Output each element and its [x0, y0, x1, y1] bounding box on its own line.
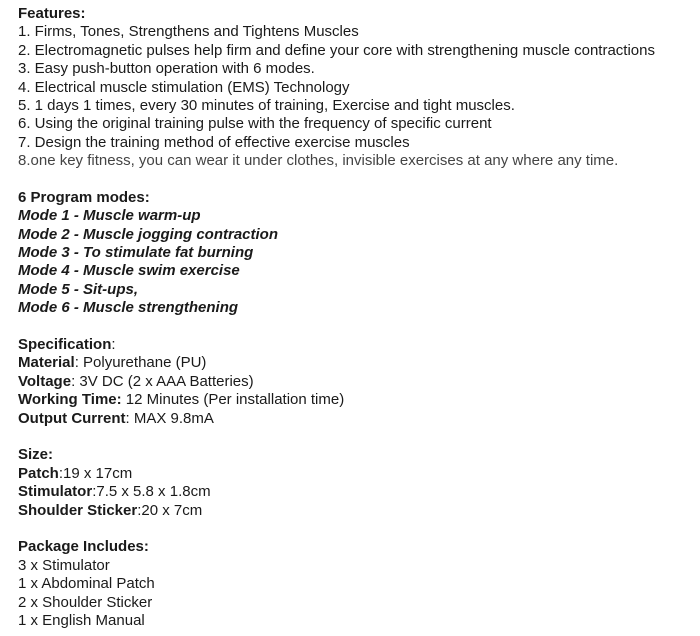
package-item: 1 x English Manual — [18, 611, 145, 629]
feature-item: 5. 1 days 1 times, every 30 minutes of training, Exercise and tight muscles. — [18, 96, 515, 114]
mode-item: Mode 6 - Muscle strengthening — [18, 299, 239, 317]
specification-heading-line — [18, 336, 696, 354]
package-item: 2 x Shoulder Sticker — [18, 593, 153, 611]
spec-value: : Polyurethane (PU) — [74, 354, 207, 372]
spec-row — [18, 373, 696, 391]
size-row — [18, 502, 696, 520]
feature-item: 6. Using the original training pulse with the frequency of specific current — [18, 115, 492, 133]
size-label: Patch — [18, 464, 59, 482]
mode-item: Mode 4 - Muscle swim exercise — [18, 262, 240, 280]
spec-label: Material — [18, 354, 75, 372]
spec-label: Voltage — [18, 372, 72, 390]
size-row — [18, 483, 696, 501]
features-heading: Features: — [18, 5, 86, 22]
modes-heading: 6 Program modes: — [18, 188, 150, 206]
size-value: :19 x 17cm — [58, 464, 133, 482]
mode-item: Mode 1 - Muscle warm-up — [18, 207, 201, 225]
feature-item: 2. Electromagnetic pulses help firm and define your core with strengthening muscle contractions — [18, 41, 655, 59]
mode-item: Mode 2 - Muscle jogging contraction — [18, 225, 279, 243]
specification-heading-suffix: : — [111, 336, 116, 354]
size-value: :20 x 7cm — [137, 501, 203, 519]
size-value: :7.5 x 5.8 x 1.8cm — [92, 483, 211, 501]
size-label: Shoulder Sticker — [18, 501, 138, 519]
feature-item: 4. Electrical muscle stimulation (EMS) Technology — [18, 78, 350, 96]
spec-row — [18, 391, 696, 409]
product-description — [18, 5, 696, 630]
spec-label: Working Time: — [18, 391, 122, 409]
mode-item: Mode 3 - To stimulate fat burning — [18, 244, 254, 262]
size-heading: Size: — [18, 446, 54, 464]
section-spacer — [18, 428, 696, 446]
spec-value: 12 Minutes (Per installation time) — [121, 391, 345, 409]
feature-item: 1. Firms, Tones, Strengthens and Tightens Muscles — [18, 23, 359, 41]
section-spacer — [18, 318, 696, 336]
size-row — [18, 465, 696, 483]
spec-label: Output Current — [18, 409, 126, 427]
package-item: 3 x Stimulator — [18, 556, 110, 574]
spec-value: : MAX 9.8mA — [125, 409, 214, 427]
spec-row — [18, 354, 696, 372]
feature-item: 7. Design the training method of effective exercise muscles — [18, 133, 410, 151]
size-label: Stimulator — [18, 483, 93, 501]
spec-row — [18, 410, 696, 428]
feature-item: 8.one key fitness, you can wear it under clothes, invisible exercises at any where any time. — [18, 152, 619, 170]
spec-value: : 3V DC (2 x AAA Batteries) — [71, 372, 254, 390]
feature-item: 3. Easy push-button operation with 6 modes. — [18, 60, 315, 78]
package-item: 1 x Abdominal Patch — [18, 575, 155, 593]
specification-heading: Specification — [18, 336, 112, 354]
section-spacer — [18, 171, 696, 189]
mode-item: Mode 5 - Sit-ups, — [18, 280, 138, 298]
section-spacer — [18, 520, 696, 538]
package-heading: Package Includes: — [18, 538, 149, 556]
